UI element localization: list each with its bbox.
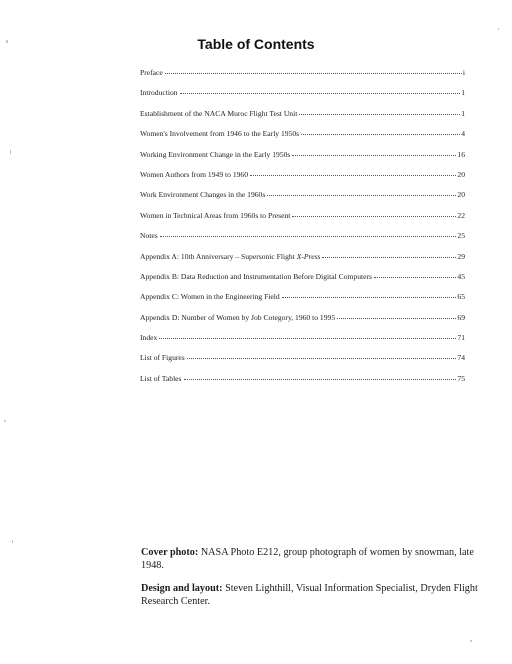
toc-entry-label xyxy=(140,190,265,200)
toc-entry-label-text: List of Figures xyxy=(140,353,185,363)
toc-entry-label-text: Working Environment Change in the Early 1950s xyxy=(140,149,291,159)
toc-entry-label xyxy=(140,353,185,363)
design-layout-text: Steven Lighthill, Visual Information Specialist, Dryden Flight Research Center. xyxy=(141,583,478,607)
toc-leader-dots xyxy=(165,65,462,74)
design-layout-heading: Design and layout: xyxy=(141,583,223,594)
toc-entry xyxy=(140,107,465,127)
toc-entry-page-number: 25 xyxy=(457,231,465,241)
toc-entry-label xyxy=(140,272,372,282)
toc-entry-label-text: List of Tables xyxy=(140,373,182,383)
toc-entry-page-number: 45 xyxy=(457,271,465,281)
scan-speck xyxy=(498,28,499,30)
toc-leader-dots xyxy=(187,350,457,359)
toc-entry-label xyxy=(140,292,280,302)
toc-entry-label-text: Notes xyxy=(140,231,158,241)
page-title: Table of Contents xyxy=(197,36,315,52)
toc-leader-dots xyxy=(282,289,457,298)
scan-speck xyxy=(6,40,8,43)
toc-leader-dots xyxy=(374,269,456,278)
toc-leader-dots xyxy=(267,187,456,196)
toc-entry-page-number: 22 xyxy=(457,210,465,220)
scan-speck xyxy=(12,540,13,543)
toc-entry xyxy=(140,250,465,270)
toc-entry xyxy=(140,372,465,392)
toc-entry xyxy=(140,351,465,371)
table-of-contents xyxy=(140,66,465,392)
toc-entry-label xyxy=(140,68,163,78)
toc-leader-dots xyxy=(299,106,460,115)
toc-entry-label-text: Women's Involvement from 1946 to the Early 1950s xyxy=(140,129,300,139)
toc-leader-dots xyxy=(160,228,457,237)
toc-entry-label xyxy=(140,252,320,262)
scan-speck xyxy=(470,640,472,642)
toc-entry-italic-text: X-Press xyxy=(296,251,321,261)
toc-entry-page-number: 74 xyxy=(457,353,465,363)
toc-leader-dots xyxy=(159,330,456,339)
toc-leader-dots xyxy=(292,208,456,217)
toc-entry-page-number: 1 xyxy=(461,88,465,98)
toc-leader-dots xyxy=(322,249,456,258)
cover-photo-credit xyxy=(141,546,481,572)
toc-entry-page-number: i xyxy=(462,68,465,77)
toc-entry-label-text: Women Authors from 1949 to 1960 xyxy=(140,169,249,179)
toc-entry-label-text: Appendix B: Data Reduction and Instrumentation Before Digital Computers xyxy=(140,271,372,281)
toc-entry-label xyxy=(140,150,290,160)
toc-entry-page-number: 71 xyxy=(457,333,465,343)
toc-entry-label-text: Women in Technical Areas from 1960s to Present xyxy=(140,210,291,220)
credits-block xyxy=(141,546,481,618)
toc-entry xyxy=(140,66,465,86)
toc-entry-page-number: 75 xyxy=(457,373,465,383)
toc-leader-dots xyxy=(184,371,457,380)
toc-entry xyxy=(140,127,465,147)
toc-entry-page-number: 29 xyxy=(457,251,465,261)
toc-entry-label xyxy=(140,129,299,139)
toc-leader-dots xyxy=(301,126,460,135)
toc-entry xyxy=(140,290,465,310)
toc-entry-label-text: Preface xyxy=(140,68,163,77)
toc-entry-label-text: Appendix C: Women in the Engineering Field xyxy=(140,292,280,302)
toc-leader-dots xyxy=(180,85,461,94)
toc-entry xyxy=(140,209,465,229)
toc-entry-label xyxy=(140,374,182,384)
toc-entry xyxy=(140,331,465,351)
toc-entry-label-text: Index xyxy=(140,333,158,343)
toc-entry-page-number: 1 xyxy=(461,108,465,118)
cover-photo-heading: Cover photo: xyxy=(141,547,199,558)
toc-leader-dots xyxy=(250,167,456,176)
toc-entry xyxy=(140,188,465,208)
toc-entry xyxy=(140,86,465,106)
toc-entry xyxy=(140,229,465,249)
toc-entry-page-number: 4 xyxy=(461,129,465,139)
toc-entry-page-number: 20 xyxy=(457,169,465,179)
toc-entry-label xyxy=(140,333,157,343)
toc-entry-label xyxy=(140,313,335,323)
toc-entry-page-number: 69 xyxy=(457,312,465,322)
toc-entry xyxy=(140,270,465,290)
toc-leader-dots xyxy=(337,310,456,319)
toc-entry-label xyxy=(140,109,297,119)
toc-entry xyxy=(140,311,465,331)
scan-speck xyxy=(10,150,11,154)
scan-speck xyxy=(4,420,6,422)
toc-entry-page-number: 16 xyxy=(457,149,465,159)
toc-entry-label-text: Appendix A: 10th Anniversary – Supersonic Flight xyxy=(140,251,297,261)
toc-entry-label xyxy=(140,170,248,180)
toc-entry-page-number: 65 xyxy=(457,292,465,302)
toc-leader-dots xyxy=(292,147,456,156)
toc-entry-page-number: 20 xyxy=(457,190,465,200)
toc-entry xyxy=(140,148,465,168)
toc-entry-label xyxy=(140,211,290,221)
toc-entry-label xyxy=(140,88,178,98)
toc-entry xyxy=(140,168,465,188)
toc-entry-label-text: Introduction xyxy=(140,88,178,98)
toc-entry-label-text: Appendix D: Number of Women by Job Cotegory, 1960 to 1995 xyxy=(140,312,336,322)
cover-photo-text: NASA Photo E212, group photograph of women by snowman, late 1948. xyxy=(141,547,474,571)
toc-entry-label xyxy=(140,231,158,241)
toc-entry-label-text: Establishment of the NACA Muroc Flight Test Unit xyxy=(140,108,298,118)
design-layout-credit xyxy=(141,582,481,608)
toc-entry-label-text: Work Environment Changes in the 1960s xyxy=(140,190,266,200)
